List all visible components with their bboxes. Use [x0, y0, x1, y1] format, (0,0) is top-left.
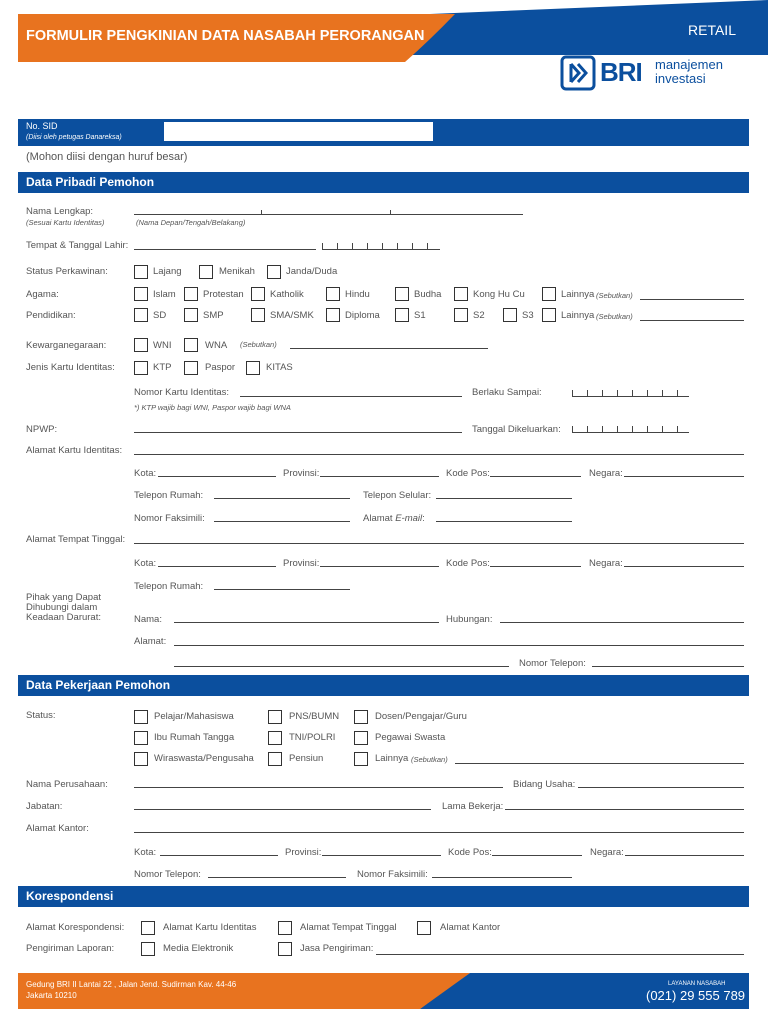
negara-input[interactable]: [624, 566, 744, 567]
negara-label: Negara:: [589, 468, 623, 479]
opt-paspor: Paspor: [205, 362, 236, 373]
checkbox-pensiun[interactable]: [268, 752, 282, 766]
checkbox-wna[interactable]: [184, 338, 198, 352]
sebutkan-hint: (Sebutkan): [411, 755, 448, 764]
alamat-kor-label: Alamat Korespondensi:: [26, 922, 125, 933]
kodepos-input[interactable]: [490, 566, 581, 567]
checkbox-agama-lainnya[interactable]: [542, 287, 556, 301]
form-title: FORMULIR PENGKINIAN DATA NASABAH PERORANGAN: [26, 28, 425, 44]
opt-wni: WNI: [153, 340, 172, 351]
pengiriman-label: Pengiriman Laporan:: [26, 943, 115, 954]
opt-job-lainnya: Lainnya: [375, 753, 409, 764]
sebutkan-hint: (Sebutkan): [596, 312, 633, 321]
checkbox-kitas[interactable]: [246, 361, 260, 375]
ttl-label: Tempat & Tanggal Lahir:: [26, 240, 129, 251]
opt-pns: PNS/BUMN: [289, 711, 340, 722]
checkbox-konghucu[interactable]: [454, 287, 468, 301]
email-label: Alamat E-mail:: [363, 513, 425, 524]
lama-label: Lama Bekerja:: [442, 801, 504, 812]
fax-kantor-input[interactable]: [432, 877, 572, 878]
alamat-kantor-input[interactable]: [134, 832, 744, 833]
nama-tick: [390, 210, 391, 215]
opt-pend-lainnya: Lainnya: [561, 310, 595, 321]
opt-hindu: Hindu: [345, 289, 370, 300]
opt-sma: SMA/SMK: [270, 310, 314, 321]
checkbox-paspor[interactable]: [184, 361, 198, 375]
opt-menikah: Menikah: [219, 266, 255, 277]
opt-katholik: Katholik: [270, 289, 304, 300]
perusahaan-input[interactable]: [134, 787, 503, 788]
nomor-telp-darurat-input[interactable]: [592, 666, 744, 667]
kota-input[interactable]: [158, 476, 276, 477]
opt-pelajar: Pelajar/Mahasiswa: [154, 711, 234, 722]
jenis-kartu-label: Jenis Kartu Identitas:: [26, 362, 115, 373]
checkbox-job-lainnya[interactable]: [354, 752, 368, 766]
logo-sub2: investasi: [655, 71, 706, 86]
provinsi-input[interactable]: [320, 476, 439, 477]
kota-input[interactable]: [158, 566, 276, 567]
nama-darurat-label: Nama:: [134, 614, 162, 625]
footer-address-1: Gedung BRI II Lantai 22 , Jalan Jend. Sudirman Kav. 44-46: [26, 980, 237, 989]
alamat-tinggal-input[interactable]: [134, 543, 744, 544]
logo-sub1: manajemen: [655, 57, 723, 72]
opt-lajang: Lajang: [153, 266, 182, 277]
nomor-kartu-label: Nomor Kartu Identitas:: [134, 387, 230, 398]
sebutkan-hint: (Sebutkan): [596, 291, 633, 300]
nama-darurat-input[interactable]: [174, 622, 439, 623]
opt-s3: S3: [522, 310, 534, 321]
nama-hint2: (Nama Depan/Tengah/Belakang): [136, 218, 246, 227]
telp-selular-label: Telepon Selular:: [363, 490, 432, 501]
npwp-label: NPWP:: [26, 424, 58, 435]
sid-input[interactable]: [164, 122, 433, 141]
checkbox-hindu[interactable]: [326, 287, 340, 301]
agama-label: Agama:: [26, 289, 59, 300]
checkbox-media-elektronik[interactable]: [141, 942, 155, 956]
checkbox-lajang[interactable]: [134, 265, 148, 279]
checkbox-dosen[interactable]: [354, 710, 368, 724]
opt-jasa-pengiriman: Jasa Pengiriman:: [300, 943, 374, 954]
opt-smp: SMP: [203, 310, 224, 321]
jabatan-input[interactable]: [134, 809, 431, 810]
alamat-kartu-input[interactable]: [134, 454, 744, 455]
job-lainnya-input[interactable]: [455, 763, 744, 764]
opt-swasta: Pegawai Swasta: [375, 732, 446, 743]
negara-input[interactable]: [624, 476, 744, 477]
opt-kor-kartu: Alamat Kartu Identitas: [163, 922, 257, 933]
opt-wiraswasta: Wiraswasta/Pengusaha: [154, 753, 254, 764]
sid-hint: (Diisi oleh petugas Danareksa): [26, 134, 122, 141]
tgl-keluar-input[interactable]: [572, 426, 689, 433]
jabatan-label: Jabatan:: [26, 801, 63, 812]
tgl-keluar-label: Tanggal Dikeluarkan:: [472, 424, 561, 435]
opt-janda-duda: Janda/Duda: [286, 266, 338, 277]
checkbox-ktp[interactable]: [134, 361, 148, 375]
bri-logo-icon: [560, 55, 600, 91]
kota-label: Kota:: [134, 468, 157, 479]
opt-konghucu: Kong Hu Cu: [473, 289, 525, 300]
footer-phone: (021) 29 555 789: [646, 988, 746, 1003]
checkbox-kor-tinggal[interactable]: [278, 921, 292, 935]
opt-protestan: Protestan: [203, 289, 244, 300]
hubungan-label: Hubungan:: [446, 614, 493, 625]
section-employment: Data Pekerjaan Pemohon: [18, 675, 749, 696]
checkbox-kor-kartu[interactable]: [141, 921, 155, 935]
provinsi-label: Provinsi:: [285, 847, 322, 858]
kodepos-input[interactable]: [490, 476, 581, 477]
lama-input[interactable]: [505, 809, 744, 810]
opt-wna: WNA: [205, 340, 228, 351]
opt-kor-tinggal: Alamat Tempat Tinggal: [300, 922, 397, 933]
checkbox-budha[interactable]: [395, 287, 409, 301]
checkbox-katholik[interactable]: [251, 287, 265, 301]
checkbox-s1[interactable]: [395, 308, 409, 322]
telp-rumah-label: Telepon Rumah:: [134, 581, 204, 592]
opt-ktp: KTP: [153, 362, 172, 373]
opt-diploma: Diploma: [345, 310, 380, 321]
footer-layanan: LAYANAN NASABAH: [668, 981, 726, 987]
nomor-telp-label: Nomor Telepon:: [519, 658, 586, 669]
nomor-kartu-input[interactable]: [240, 396, 462, 397]
provinsi-label: Provinsi:: [283, 558, 320, 569]
jasa-pengiriman-input[interactable]: [376, 954, 744, 955]
checkbox-smp[interactable]: [184, 308, 198, 322]
checkbox-pns[interactable]: [268, 710, 282, 724]
hubungan-input[interactable]: [500, 622, 744, 623]
nama-label: Nama Lengkap:: [26, 206, 94, 217]
opt-islam: Islam: [153, 289, 176, 300]
checkbox-s3[interactable]: [503, 308, 517, 322]
berlaku-input[interactable]: [572, 390, 689, 397]
section-correspondence: Korespondensi: [18, 886, 749, 907]
bri-logo-text: BRI: [600, 57, 642, 87]
fax-input[interactable]: [214, 521, 350, 522]
telp-kantor-input[interactable]: [208, 877, 346, 878]
alamat-tinggal-label: Alamat Tempat Tinggal:: [26, 534, 126, 545]
retail-tag: RETAIL: [688, 22, 736, 38]
nama-input[interactable]: [134, 214, 523, 215]
opt-agama-lainnya: Lainnya: [561, 289, 595, 300]
sebutkan-hint: (Sebutkan): [240, 340, 277, 349]
kodepos-label: Kode Pos:: [446, 558, 490, 569]
kota-kantor-input[interactable]: [160, 855, 278, 856]
checkbox-islam[interactable]: [134, 287, 148, 301]
status-label: Status Perkawinan:: [26, 266, 108, 277]
telp-kantor-label: Nomor Telepon:: [134, 869, 201, 880]
opt-s2: S2: [473, 310, 485, 321]
opt-tni: TNI/POLRI: [289, 732, 336, 743]
sid-label: No. SID: [26, 121, 58, 131]
uppercase-note: (Mohon diisi dengan huruf besar): [26, 151, 188, 163]
bidang-label: Bidang Usaha:: [513, 779, 576, 790]
berlaku-label: Berlaku Sampai:: [472, 387, 542, 398]
checkbox-diploma[interactable]: [326, 308, 340, 322]
email-input[interactable]: [436, 521, 572, 522]
opt-s1: S1: [414, 310, 426, 321]
checkbox-janda-duda[interactable]: [267, 265, 281, 279]
checkbox-tni[interactable]: [268, 731, 282, 745]
alamat-kartu-label: Alamat Kartu Identitas:: [26, 445, 123, 456]
telp-rumah-input[interactable]: [214, 589, 350, 590]
job-status-label: Status:: [26, 710, 56, 721]
checkbox-sma[interactable]: [251, 308, 265, 322]
checkbox-s2[interactable]: [454, 308, 468, 322]
provinsi-input[interactable]: [320, 566, 439, 567]
fax-label: Nomor Faksimili:: [134, 513, 205, 524]
negara-label: Negara:: [590, 847, 624, 858]
checkbox-wni[interactable]: [134, 338, 148, 352]
telp-rumah-label: Telepon Rumah:: [134, 490, 204, 501]
pihak-label: Pihak yang Dapat Dihubungi dalam Keadaan Darurat:: [26, 592, 101, 623]
checkbox-kor-kantor[interactable]: [417, 921, 431, 935]
checkbox-jasa-pengiriman[interactable]: [278, 942, 292, 956]
checkbox-pelajar[interactable]: [134, 710, 148, 724]
checkbox-pend-lainnya[interactable]: [542, 308, 556, 322]
nama-tick: [261, 210, 262, 215]
telp-rumah-input[interactable]: [214, 498, 350, 499]
alamat-darurat-label: Alamat:: [134, 636, 167, 647]
kodepos-label: Kode Pos:: [448, 847, 492, 858]
kodepos-kantor-input[interactable]: [492, 855, 582, 856]
wna-sebutkan-input[interactable]: [290, 348, 488, 349]
opt-dosen: Dosen/Pengajar/Guru: [375, 711, 467, 722]
checkbox-swasta[interactable]: [354, 731, 368, 745]
opt-budha: Budha: [414, 289, 442, 300]
alamat-darurat-input-2[interactable]: [174, 666, 509, 667]
opt-sd: SD: [153, 310, 167, 321]
negara-label: Negara:: [589, 558, 623, 569]
tanggal-lahir-input[interactable]: [322, 243, 440, 250]
perusahaan-label: Nama Perusahaan:: [26, 779, 108, 790]
bidang-input[interactable]: [578, 787, 744, 788]
npwp-input[interactable]: [134, 432, 462, 433]
negara-kantor-input[interactable]: [625, 855, 744, 856]
opt-kitas: KITAS: [266, 362, 293, 373]
opt-media-elektronik: Media Elektronik: [163, 943, 234, 954]
checkbox-protestan[interactable]: [184, 287, 198, 301]
opt-kor-kantor: Alamat Kantor: [440, 922, 501, 933]
checkbox-irt[interactable]: [134, 731, 148, 745]
checkbox-wiraswasta[interactable]: [134, 752, 148, 766]
checkbox-menikah[interactable]: [199, 265, 213, 279]
kewarga-label: Kewarganegaraan:: [26, 340, 107, 351]
alamat-kantor-label: Alamat Kantor:: [26, 823, 89, 834]
fax-kantor-label: Nomor Faksimili:: [357, 869, 428, 880]
agama-lainnya-input[interactable]: [640, 299, 744, 300]
kota-label: Kota:: [134, 558, 157, 569]
provinsi-kantor-input[interactable]: [322, 855, 441, 856]
footer-address-2: Jakarta 10210: [26, 991, 77, 1000]
kodepos-label: Kode Pos:: [446, 468, 490, 479]
checkbox-sd[interactable]: [134, 308, 148, 322]
header-banner: [0, 0, 768, 110]
provinsi-label: Provinsi:: [283, 468, 320, 479]
tempat-input[interactable]: [134, 249, 316, 250]
pendidikan-label: Pendidikan:: [26, 310, 76, 321]
section-personal-data: Data Pribadi Pemohon: [18, 172, 749, 193]
opt-pensiun: Pensiun: [289, 753, 324, 764]
alamat-darurat-input[interactable]: [174, 645, 744, 646]
pend-lainnya-input[interactable]: [640, 320, 744, 321]
telp-selular-input[interactable]: [436, 498, 572, 499]
kota-label: Kota:: [134, 847, 157, 858]
nama-hint: (Sesuai Kartu Identitas): [26, 218, 105, 227]
opt-irt: Ibu Rumah Tangga: [154, 732, 235, 743]
ktp-note: *) KTP wajib bagi WNI, Paspor wajib bagi WNA: [134, 403, 291, 412]
